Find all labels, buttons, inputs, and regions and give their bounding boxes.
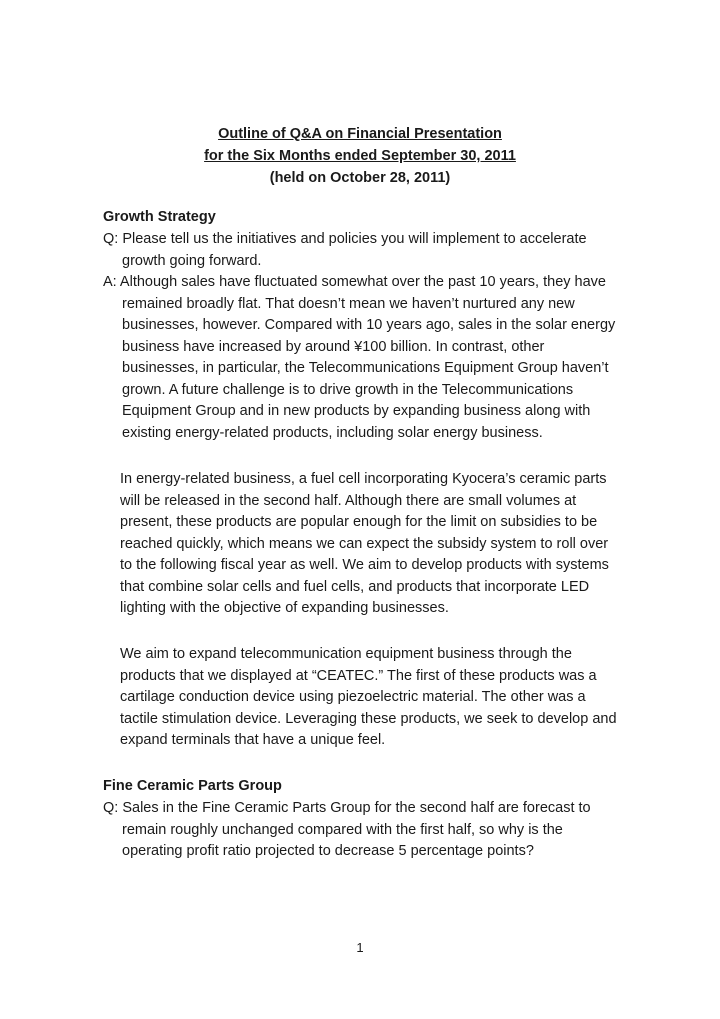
fine-ceramic-question-line: Q: Sales in the Fine Ceramic Parts Group for the second half are forecast to: [103, 800, 591, 816]
growth-answer-line: Equipment Group and in new products by expanding business along with: [122, 403, 591, 419]
section-heading-growth-strategy: Growth Strategy: [103, 209, 216, 225]
growth-question-line: Q: Please tell us the initiatives and policies you will implement to accelerate: [103, 231, 587, 247]
title-line-3: (held on October 28, 2011): [269, 170, 451, 186]
fine-ceramic-question-line: operating profit ratio projected to decrease 5 percentage points?: [122, 843, 534, 859]
growth-paragraph3-line: expand terminals that have a unique feel.: [120, 732, 386, 748]
growth-paragraph3-line: products that we displayed at “CEATEC.” The first of these products was a: [120, 667, 597, 684]
growth-answer-line: remained broadly flat. That doesn’t mean we haven’t nurtured any new: [122, 295, 575, 312]
growth-paragraph2-line: reached quickly, which means we can expect the subsidy system to roll over: [120, 535, 609, 552]
section-heading-fine-ceramic: Fine Ceramic Parts Group: [103, 778, 282, 794]
growth-paragraph3-line: tactile stimulation device. Leveraging these products, we seek to develop and: [120, 710, 617, 727]
growth-answer-line: existing energy-related products, including solar energy business.: [122, 424, 543, 441]
growth-paragraph2-line: In energy-related business, a fuel cell incorporating Kyocera’s ceramic parts: [120, 471, 607, 487]
growth-answer-line: grown. A future challenge is to drive growth in the Telecommunications: [122, 381, 574, 398]
growth-answer-line: businesses, in particular, the Telecommunications Equipment Group haven’t: [122, 360, 609, 376]
growth-paragraph2-line: will be released in the second half. Although there are small volumes at: [120, 492, 577, 509]
growth-answer-line: A: Although sales have fluctuated somewhat over the past 10 years, they have: [103, 274, 606, 290]
title-line-1: Outline of Q&A on Financial Presentation: [218, 126, 502, 142]
fine-ceramic-question-line: remain roughly unchanged compared with the first half, so why is the: [122, 821, 563, 838]
growth-paragraph3-line: We aim to expand telecommunication equipment business through the: [120, 646, 572, 662]
document-title: [0, 123, 720, 189]
title-line-2: for the Six Months ended September 30, 2011: [204, 148, 516, 164]
growth-paragraph2-line: that combine solar cells and fuel cells, and products that incorporate LED: [120, 578, 590, 595]
page-number: 1: [356, 940, 364, 955]
growth-answer-line: business have increased by around ¥100 billion. In contrast, other: [122, 338, 545, 355]
growth-question-line: growth going forward.: [122, 252, 262, 269]
growth-paragraph3-line: cartilage conduction device using piezoelectric material. The other was a: [120, 689, 586, 705]
growth-paragraph2-line: lighting with the objective of expanding businesses.: [120, 600, 449, 616]
growth-paragraph2-line: present, these products are popular enough for the limit on subsidies to be: [120, 514, 598, 530]
growth-paragraph2-line: to the following fiscal year as well. We aim to develop products with systems: [120, 557, 609, 573]
growth-answer-line: businesses, however. Compared with 10 years ago, sales in the solar energy: [122, 317, 616, 333]
